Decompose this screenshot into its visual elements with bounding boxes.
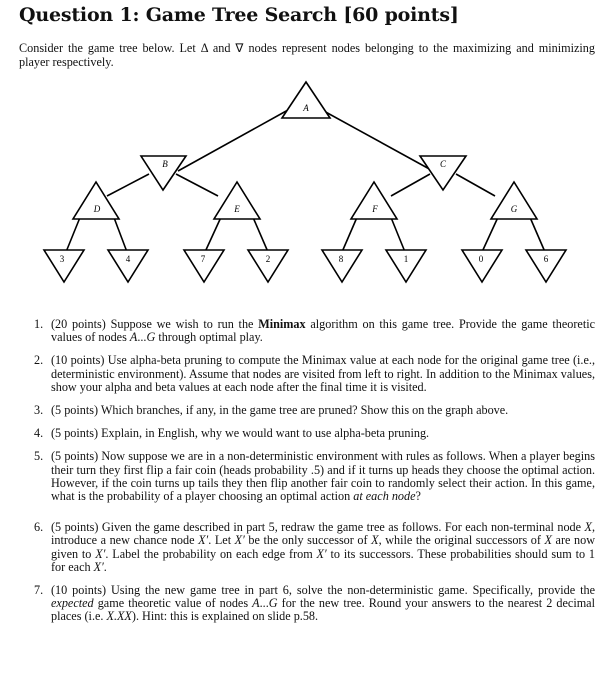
edge-b-d [107,174,149,196]
question-item-5 [34,450,595,503]
leaf-6-value: 1 [403,254,409,264]
node-a-label: A [303,103,309,113]
question-text: (5 points) Given the game described in part 5, redraw the game tree as follows. For each non-terminal node X, introduce a new chance node X′. Let X′ be the only successor of X, while the original successors of X are now given to X′. Label the probability on each edge from X′ to its successors. These probabilities should sum to 1 for each X′. [51,520,595,574]
question-text: (5 points) Explain, in English, why we would want to use alpha-beta pruning. [51,426,430,441]
question-item-1 [34,318,595,344]
node-g-label: G [510,204,518,214]
question-number: 7. [34,583,44,598]
node-c-label: C [439,159,447,169]
question-item-7 [34,584,595,624]
game-tree-diagram [0,78,612,298]
node-f-label: F [372,204,378,214]
question-number: 6. [34,520,44,535]
leaf-4-value: 2 [265,254,271,264]
page-title: Question 1: Game Tree Search [60 points] [19,4,459,26]
question-text: (10 points) Use alpha-beta pruning to compute the Minimax value at each node for the original game tree (i.e., deterministic environment). Assume that nodes are visited from left to right. In addition to the Minimax values, show your alpha and beta values at each node after the final time it is visited. [51,353,595,394]
leaf-1-value: 3 [59,254,65,264]
edge-f-leaf1 [342,215,358,252]
question-list [34,318,595,624]
edge-c-f [391,174,430,196]
question-item-2 [34,354,595,394]
question-item-4 [34,427,595,440]
edge-f-leaf2 [390,215,405,252]
question-number: 4. [34,426,44,441]
edge-d-leaf2 [113,215,127,252]
question-text: (5 points) Now suppose we are in a non-deterministic environment with rules as follows. When a player begins their turn they first flip a fair coin (heads probability .5) and if it turns up heads they choose the optimal action. However, if the coin turns up tails they then flip another fair coin to randomly select their action. In this game, what is the probability of a player choosing an optimal action at each node? [51,449,595,504]
question-number: 3. [34,403,44,418]
edge-c-g [456,174,495,196]
leaf-5-value: 8 [338,254,344,264]
question-text: (20 points) Suppose we wish to run the Minimax algorithm on this game tree. Provide the game theoretic values of nodes A...G through optimal play. [51,317,595,345]
leaf-2-value: 4 [125,254,131,264]
edge-b-e [176,174,218,196]
question-item-3 [34,404,595,417]
question-text: (5 points) Which branches, if any, in the game tree are pruned? Show this on the graph above. [51,403,509,418]
node-d-label: D [93,204,101,214]
edge-g-leaf2 [529,215,545,252]
node-b-label: B [162,159,168,169]
edge-e-leaf2 [252,215,268,252]
node-e-label: E [234,204,240,214]
question-text: (10 points) Using the new game tree in part 6, solve the non-deterministic game. Specifically, provide the expected game theoretic value of nodes A...G for the new tree. Round your answers to the nearest 2 decimal places (i.e. X.XX). Hint: this is explained on slide p.58. [51,583,595,624]
edge-d-leaf1 [66,215,81,252]
leaf-3-value: 7 [200,254,206,264]
edge-e-leaf1 [205,215,222,252]
question-number: 2. [34,353,44,368]
leaf-8-value: 6 [543,254,549,264]
question-number: 1. [34,317,44,331]
edge-a-c [322,110,433,171]
question-item-6 [34,521,595,574]
question-number: 5. [34,449,44,464]
intro-paragraph: Consider the game tree below. Let Δ and ∇ nodes represent nodes belonging to the maximizing and minimizing player respectively. [19,41,595,69]
edge-a-b [178,110,288,171]
leaf-7-value: 0 [478,254,484,264]
edge-g-leaf1 [482,215,499,252]
